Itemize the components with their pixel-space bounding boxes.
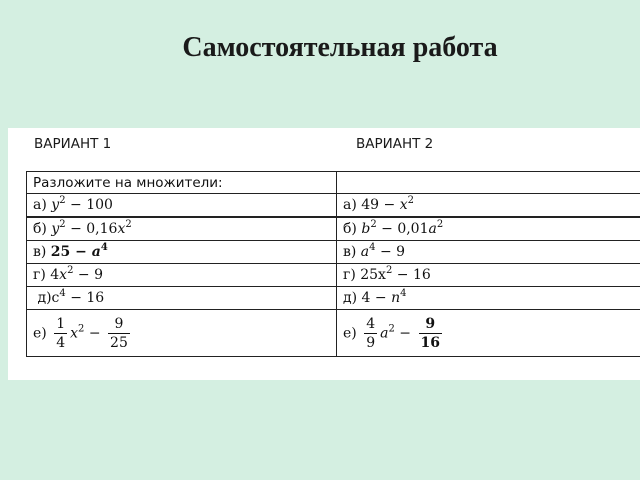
- task-v2-v: в) $a^4 - 9$: [337, 241, 640, 264]
- task-v2-a: а) $49 - x^2$: [337, 194, 640, 218]
- empty-cell: [337, 172, 640, 194]
- variant-1-heading: ВАРИАНТ 1: [34, 136, 112, 152]
- table-row: [27, 217, 640, 241]
- worksheet-card: [8, 128, 640, 380]
- task-v1-b: б) $y^2 - 0,16x^2$: [27, 217, 337, 241]
- task-v1-a: а) $y^2 - 100$: [27, 194, 337, 218]
- table-row: [27, 264, 640, 287]
- variant-2-heading: ВАРИАНТ 2: [356, 136, 434, 152]
- instruction-cell: Разложите на множители:: [27, 172, 337, 194]
- fraction: $\frac{9}{16}$: [420, 315, 440, 351]
- task-v1-v: в) $25 - a^4$: [27, 241, 337, 264]
- task-v1-d: $д)c^4 - 16$: [27, 287, 337, 310]
- task-v2-d: д) $4 - n^4$: [337, 287, 640, 310]
- tasks-table: [26, 171, 640, 357]
- table-row: [27, 172, 640, 194]
- task-v2-g: г) $25x^2 - 16$: [337, 264, 640, 287]
- table-row: [27, 310, 640, 357]
- fraction: $\frac{9}{25}$: [110, 315, 128, 351]
- table-row: [27, 194, 640, 218]
- fraction: $\frac{1}{4}$: [56, 315, 66, 351]
- task-v1-g: г) $4x^2 - 9$: [27, 264, 337, 287]
- task-v2-e: е) $\frac{4}{9}$ $a^2$ − $\frac{9}{16}$: [337, 310, 640, 357]
- task-v1-e: е) $\frac{1}{4}$ $x^2$ − $\frac{9}{25}$: [27, 310, 337, 357]
- fraction: $\frac{4}{9}$: [366, 315, 376, 351]
- table-row: [27, 287, 640, 310]
- task-v2-b: б) $b^2 - 0,01a^2$: [337, 217, 640, 241]
- table-row: [27, 241, 640, 264]
- slide-title: Самостоятельная работа: [182, 32, 498, 63]
